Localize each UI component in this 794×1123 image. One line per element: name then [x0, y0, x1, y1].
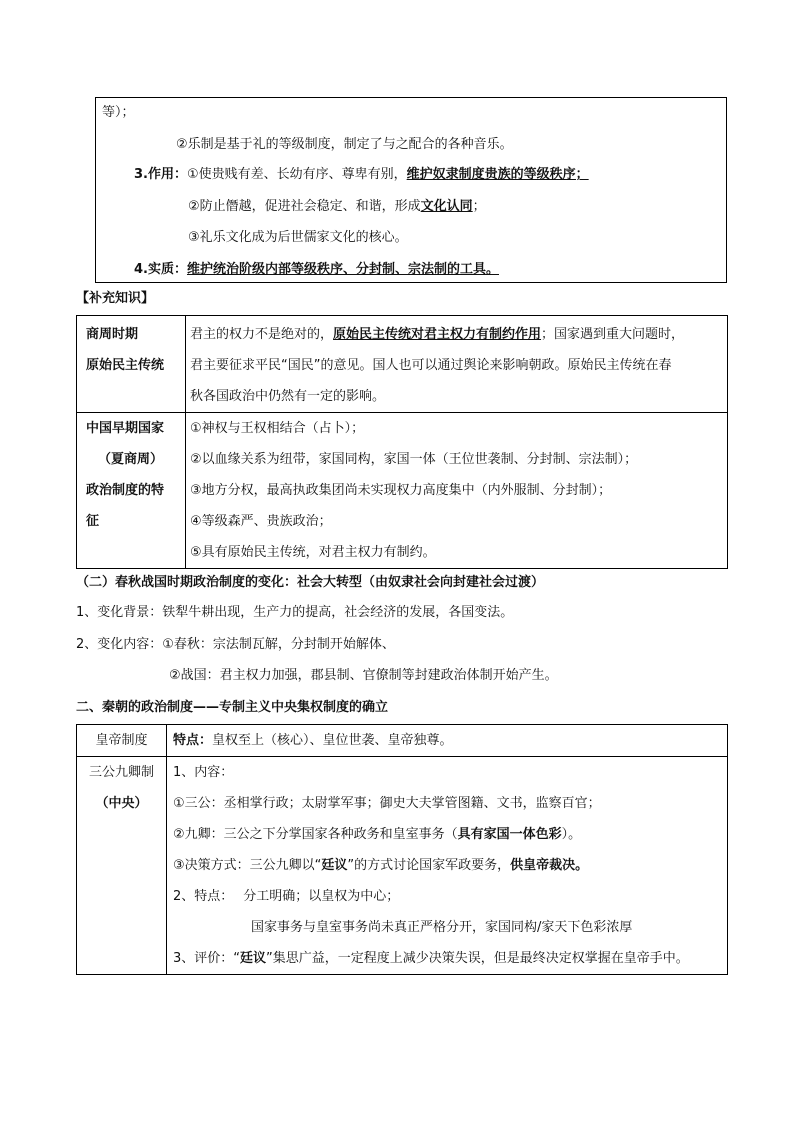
row1-text-c: ；国家遇到重大问题时，	[541, 327, 685, 342]
row1-line2: 君主要征求平民“国民”的意见。国人也可以通过舆论来影响朝政。原始民主传统在春	[190, 358, 672, 373]
qin-table	[76, 724, 728, 975]
row1-emphasis: 原始民主传统对君主权力有制约作用	[333, 327, 542, 342]
role-2-end: ；	[472, 199, 486, 214]
row2-label-2: （夏商周）	[98, 452, 164, 467]
section2-line1: 1、变化背景：铁犁牛耕出现，生产力的提高，社会经济的发展，各国变法。	[76, 605, 514, 620]
emperor-label-cell	[77, 725, 167, 757]
row2-label-1: 中国早期国家	[86, 421, 165, 436]
table-row	[77, 413, 728, 569]
section2-heading-b: 社会大转型（由奴隶社会向封建社会过渡）	[297, 575, 545, 590]
emperor-content-cell	[167, 725, 728, 757]
table-row	[77, 316, 728, 413]
role-line-3: ③礼乐文化成为后世儒家文化的核心。	[188, 230, 408, 245]
list-item: ③地方分权，最高执政集团尚未实现权力高度集中（内外服制、分封制）；	[190, 483, 612, 498]
item3-emphasis-2: 供皇帝裁决。	[510, 858, 589, 873]
emperor-label: 皇帝制度	[95, 733, 148, 748]
row2-label-cell	[77, 413, 186, 569]
item3-emphasis: 廷议	[321, 858, 348, 873]
row2-label-4: 征	[86, 514, 100, 529]
feature-1: 分工明确；以皇权为中心；	[243, 889, 400, 904]
ministers-content-cell	[167, 757, 728, 975]
list-item: ⑤具有原始民主传统，对君主权力有制约。	[190, 545, 436, 560]
rites-music-box	[95, 97, 727, 283]
feature-line-2: 国家事务与皇室事务尚未真正严格分开，家国同构/家天下色彩浓厚	[251, 920, 633, 935]
role-line-2	[188, 198, 486, 216]
list-item: ②以血缘关系为纽带，家国同构，家国一体（王位世袭制、分封制、宗法制）；	[190, 452, 638, 467]
emperor-feature-label: 特点：	[173, 733, 213, 748]
row1-label-2: 原始民主传统	[86, 358, 165, 373]
item2-end: ）。	[561, 827, 582, 842]
section3-heading: 二、秦朝的政治制度——专制主义中央集权制度的确立	[76, 700, 389, 715]
list-item	[173, 850, 727, 881]
feature-line	[173, 881, 727, 912]
ministers-label-2: （中央）	[95, 796, 148, 811]
ministers-label-1: 三公九卿制	[88, 765, 154, 780]
row1-content-cell	[186, 316, 728, 413]
row1-line3: 秋各国政治中仍然有一定的影响。	[190, 389, 386, 404]
item2-emphasis: 具有家国一体色彩	[457, 827, 562, 842]
emperor-text	[173, 725, 727, 756]
eval-text: 3、评价：“	[173, 951, 241, 966]
row2-label-3: 政治制度的特	[86, 483, 165, 498]
role-2-text: ②防止僭越，促进社会稳定、和谐，形成	[188, 199, 421, 214]
section2-heading	[76, 574, 544, 592]
section2-line2: 2、变化内容：①春秋：宗法制瓦解，分封制开始解体、	[76, 637, 395, 652]
item3-text-2: ”的方式讨论国家军政要务，	[347, 858, 511, 873]
role-2-emphasis: 文化认同	[420, 199, 473, 214]
evaluation-line	[173, 943, 727, 974]
supplement-heading: 【补充知识】	[76, 291, 155, 306]
role-line-1	[134, 166, 589, 184]
essence-label: 4.实质：	[134, 262, 187, 277]
list-item: ①三公：丞相掌行政；太尉掌军事；御史大夫掌管图籍、文书，监察百官；	[173, 796, 601, 811]
item2-text: ②九卿：三公之下分掌国家各种政务和皇室事务（	[173, 827, 458, 842]
ministers-label-cell	[77, 757, 167, 975]
box1-line1: 等）；	[102, 105, 135, 120]
row1-label-cell	[77, 316, 186, 413]
row2-content-cell	[186, 413, 728, 569]
role-1-emphasis: 维护奴隶制度贵族的等级秩序；	[406, 167, 589, 182]
essence-text: 维护统治阶级内部等级秩序、分封制、宗法制的工具。	[186, 262, 499, 277]
role-label: 3.作用：	[134, 167, 187, 182]
row1-text-a: 君主的权力不是绝对的，	[190, 327, 334, 342]
music-system-line: ②乐制是基于礼的等级制度，制定了与之配合的各种音乐。	[176, 137, 513, 152]
list-item: ④等级森严、贵族政治；	[190, 514, 332, 529]
section2-line3: ②战国：君主权力加强，郡县制、官僚制等封建政治体制开始产生。	[169, 668, 558, 683]
row1-label-1: 商周时期	[86, 327, 139, 342]
role-1-text: ①使贵贱有差、长幼有序、尊卑有别，	[186, 167, 407, 182]
item3-text: ③决策方式：三公九卿以“	[173, 858, 322, 873]
section2-heading-a: （二）春秋战国时期政治制度的变化：	[76, 575, 298, 590]
emperor-feature-text: 皇权至上（核心）、皇位世袭、皇帝独尊。	[212, 733, 453, 748]
list-item: ①神权与王权相结合（占卜）；	[190, 421, 365, 436]
essence-line	[134, 261, 499, 279]
supplement-table	[76, 315, 728, 569]
list-item	[173, 819, 727, 850]
content-label: 1、内容：	[173, 765, 234, 780]
feature-label: 2、特点：	[173, 889, 234, 904]
eval-emphasis: 廷议	[240, 951, 267, 966]
table-row	[77, 757, 728, 975]
row1-line1	[190, 319, 727, 350]
table-row	[77, 725, 728, 757]
eval-text-2: ”集思广益，一定程度上减少决策失误，但是最终决定权掌握在皇帝手中。	[266, 951, 689, 966]
